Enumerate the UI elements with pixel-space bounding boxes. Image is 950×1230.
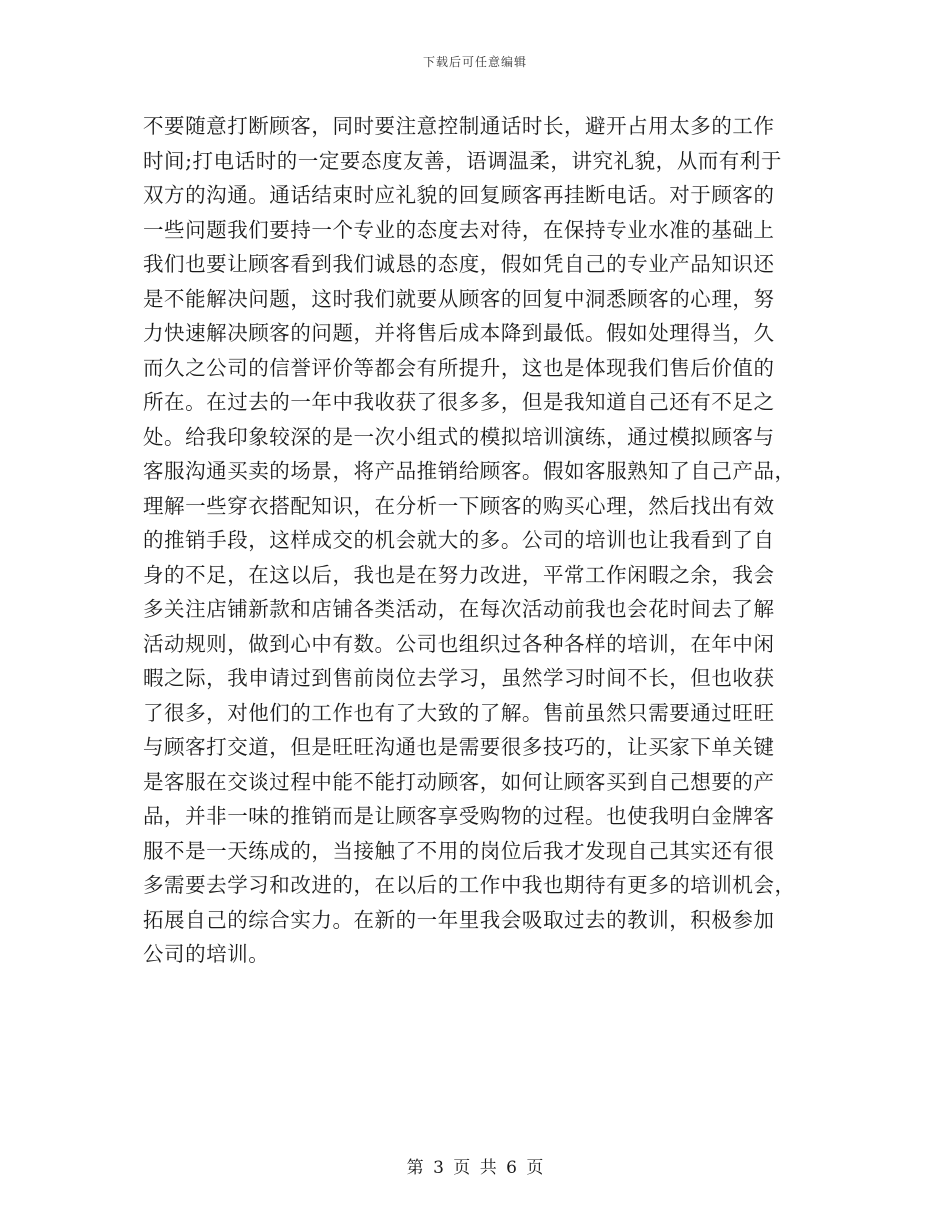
text-line: 时间;打电话时的一定要态度友善，语调温柔，讲究礼貌，从而有利于 [143, 148, 782, 173]
text-line: 我们也要让顾客看到我们诚恳的态度，假如凭自己的专业产品知识还 [143, 252, 775, 276]
text-line: 品，并非一味的推销而是让顾客享受购物的过程。也使我明白金牌客 [143, 804, 775, 828]
text-line: 与顾客打交道，但是旺旺沟通也是需要很多技巧的，让买家下单关键 [143, 735, 775, 759]
text-line: 身的不足，在这以后，我也是在努力改进，平常工作闲暇之余，我会 [143, 562, 775, 587]
body-text [143, 109, 808, 972]
text-line: 服不是一天练成的，当接触了不用的岗位后我才发现自己其实还有很 [143, 838, 775, 863]
text-line: 力快速解决顾客的问题，并将售后成本降到最低。假如处理得当，久 [143, 321, 775, 345]
text-line: 的推销手段，这样成交的机会就大的多。公司的培训也让我看到了自 [143, 528, 775, 552]
text-line: 所在。在过去的一年中我收获了很多多，但是我知道自己还有不足之 [143, 390, 775, 414]
text-line: 暇之际，我申请过到售前岗位去学习，虽然学习时间不长，但也收获 [143, 666, 775, 690]
text-line: 是客服在交谈过程中能不能打动顾客，如何让顾客买到自己想要的产 [143, 769, 775, 794]
page-header: 下载后可任意编辑 [422, 55, 527, 69]
text-line: 客服沟通买卖的场景，将产品推销给顾客。假如客服熟知了自己产品， [143, 459, 796, 483]
text-line: 双方的沟通。通话结束时应礼貌的回复顾客再挂断电话。对于顾客的 [143, 183, 775, 207]
text-line: 活动规则，做到心中有数。公司也组织过各种各样的培训，在年中闲 [143, 631, 775, 656]
text-line: 是不能解决问题，这时我们就要从顾客的回复中洞悉顾客的心理，努 [143, 286, 775, 311]
text-line: 不要随意打断顾客，同时要注意控制通话时长，避开占用太多的工作 [143, 114, 775, 138]
text-line: 拓展自己的综合实力。在新的一年里我会吸取过去的教训，积极参加 [143, 907, 775, 932]
text-line: 而久之公司的信誉评价等都会有所提升，这也是体现我们售后价值的 [143, 355, 775, 380]
text-line: 理解一些穿衣搭配知识，在分析一下顾客的购买心理，然后找出有效 [143, 493, 775, 518]
page-number-footer: 第 3 页 共 6 页 [406, 1158, 544, 1178]
text-line: 处。给我印象较深的是一次小组式的模拟培训演练，通过模拟顾客与 [143, 424, 775, 449]
text-line: 公司的培训。 [143, 942, 270, 966]
text-line: 多需要去学习和改进的，在以后的工作中我也期待有更多的培训机会， [143, 873, 796, 897]
text-line: 多关注店铺新款和店铺各类活动，在每次活动前我也会花时间去了解 [143, 597, 775, 621]
text-line: 一些问题我们要持一个专业的态度去对待，在保持专业水准的基础上 [143, 217, 775, 242]
text-line: 了很多，对他们的工作也有了大致的了解。售前虽然只需要通过旺旺 [143, 700, 775, 725]
